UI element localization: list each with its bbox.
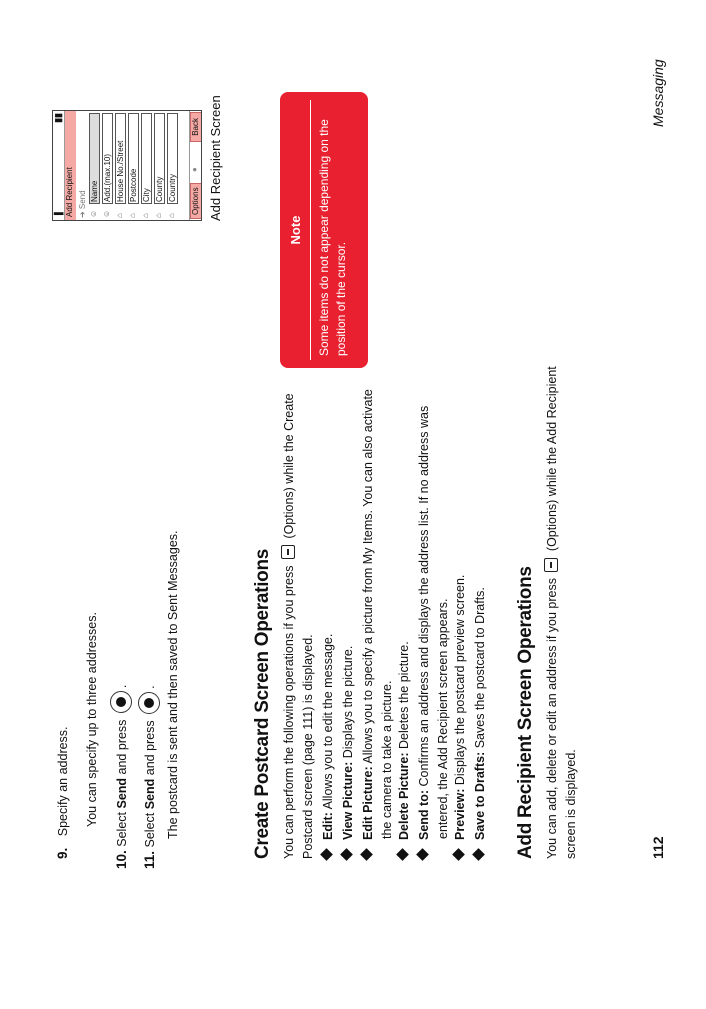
operation-name: Send to: bbox=[417, 790, 431, 840]
step-10: 10. Select Send and press . bbox=[110, 685, 132, 869]
add-intro-line-2: screen is displayed. bbox=[564, 749, 578, 859]
recipient-field[interactable]: Country bbox=[167, 113, 178, 204]
operation-name: Preview: bbox=[453, 788, 467, 840]
bullet-diamond-icon bbox=[452, 848, 465, 861]
status-bar bbox=[53, 111, 65, 220]
recipient-field[interactable]: County bbox=[154, 113, 165, 204]
step-text: Specify an address. bbox=[56, 726, 70, 837]
step-text-bold: Send bbox=[143, 778, 157, 810]
recipient-field-row[interactable] bbox=[89, 113, 99, 218]
operation-description: Confirms an address and displays the address list. If no address was bbox=[417, 405, 431, 790]
step-9 bbox=[55, 726, 71, 859]
person-icon: ☺ bbox=[89, 209, 98, 218]
address-icon: ⌂ bbox=[128, 213, 137, 218]
recipient-field-row[interactable] bbox=[102, 113, 112, 218]
operation-description-continued: the camera to take a picture. bbox=[380, 680, 394, 839]
bullet-diamond-icon bbox=[472, 848, 485, 861]
step-text-pre: Select bbox=[115, 808, 129, 847]
recipient-field-row[interactable] bbox=[167, 113, 177, 218]
signal-icon: ▐ bbox=[54, 212, 63, 218]
operation-item bbox=[340, 646, 356, 859]
step-number: 9. bbox=[55, 847, 70, 859]
note-body: Some items do not appear depending on the position of the cursor. bbox=[317, 119, 348, 356]
person-icon: ☺ bbox=[102, 209, 111, 218]
note-title: Note bbox=[288, 215, 303, 245]
send-row[interactable] bbox=[78, 113, 88, 218]
operation-description: Displays the picture. bbox=[341, 645, 355, 762]
center-key-icon: ● bbox=[190, 167, 199, 172]
operation-item bbox=[320, 634, 336, 859]
operation-item bbox=[416, 406, 432, 859]
options-key-icon bbox=[544, 558, 558, 572]
bullet-diamond-icon bbox=[416, 848, 429, 861]
note-box bbox=[280, 92, 368, 368]
address-icon: ⌂ bbox=[141, 213, 150, 218]
operation-description: Allows you to edit the message. bbox=[321, 633, 335, 813]
step-text-bold: Send bbox=[115, 777, 129, 809]
battery-icon: ▮▮ bbox=[53, 113, 63, 123]
step-text-pre: Select bbox=[143, 809, 157, 848]
center-key-icon bbox=[110, 691, 132, 713]
operation-name: Edit Picture: bbox=[361, 766, 375, 840]
section-heading-create: Create Postcard Screen Operations bbox=[252, 548, 273, 859]
operation-item bbox=[472, 587, 488, 859]
add-intro-line-1: You can add, delete or edit an address if you press (Options) while the Add Recipient bbox=[545, 366, 559, 859]
add-recipient-phone-screen bbox=[52, 110, 202, 221]
step-11-note: The postcard is sent and then saved to Sent Messages. bbox=[166, 530, 180, 839]
operation-description-continued: entered, the Add Recipient screen appears. bbox=[436, 598, 450, 839]
send-label: Send bbox=[78, 190, 87, 210]
recipient-field[interactable]: House No./Street bbox=[115, 113, 126, 204]
operation-name: Delete Picture: bbox=[397, 752, 411, 840]
section-name: Messaging bbox=[650, 59, 666, 127]
create-intro-line-2: Postcard screen (page 111) is displayed. bbox=[301, 634, 315, 859]
step-9-note: You can specify up to three addresses. bbox=[85, 612, 99, 827]
operation-name: View Picture: bbox=[341, 761, 355, 840]
recipient-field[interactable]: Name bbox=[89, 113, 100, 204]
operation-description: Deletes the picture. bbox=[397, 641, 411, 753]
options-key-icon bbox=[281, 545, 295, 559]
recipient-field-row[interactable] bbox=[115, 113, 125, 218]
step-number: 11. bbox=[142, 850, 157, 869]
step-11: 11. Select Send and press . bbox=[138, 685, 160, 869]
softkey-bar bbox=[189, 111, 201, 220]
step-text-post: and press bbox=[115, 716, 129, 778]
address-icon: ⌂ bbox=[115, 213, 124, 218]
operation-description: Saves the postcard to Drafts. bbox=[473, 587, 487, 752]
softkey-back[interactable]: Back bbox=[190, 112, 202, 142]
operation-item bbox=[396, 641, 412, 859]
send-arrow-icon: ➔ bbox=[78, 211, 87, 218]
operation-description: Displays the postcard preview screen. bbox=[453, 574, 467, 789]
bullet-diamond-icon bbox=[396, 848, 409, 861]
operation-name: Save to Drafts: bbox=[473, 751, 487, 840]
phone-title: Add Recipient bbox=[65, 167, 74, 217]
create-intro-line-1: You can perform the following operations if you press (Options) while the Create bbox=[282, 393, 296, 859]
phone-title-bar bbox=[65, 111, 76, 220]
operation-item bbox=[360, 389, 376, 859]
section-heading-add-recipient: Add Recipient Screen Operations bbox=[515, 566, 536, 859]
bullet-diamond-icon bbox=[360, 848, 373, 861]
operation-name: Edit: bbox=[321, 812, 335, 840]
recipient-field[interactable]: Add.(max.10) bbox=[102, 113, 113, 204]
center-key-icon bbox=[138, 692, 160, 714]
recipient-field[interactable]: Postcode bbox=[128, 113, 139, 204]
recipient-field-row[interactable] bbox=[141, 113, 151, 218]
bullet-diamond-icon bbox=[340, 848, 353, 861]
address-icon: ⌂ bbox=[154, 213, 163, 218]
screen-caption: Add Recipient Screen bbox=[208, 95, 223, 221]
bullet-diamond-icon bbox=[320, 848, 333, 861]
recipient-field-row[interactable] bbox=[154, 113, 164, 218]
operation-description: Allows you to specify a picture from My Items. You can also activate bbox=[361, 389, 375, 767]
note-divider bbox=[310, 100, 311, 360]
address-icon: ⌂ bbox=[167, 213, 176, 218]
step-text-post: and press bbox=[143, 716, 157, 779]
recipient-field[interactable]: City bbox=[141, 113, 152, 204]
operation-item bbox=[452, 575, 468, 859]
page-number: 112 bbox=[650, 836, 666, 859]
step-number: 10. bbox=[114, 850, 129, 869]
softkey-options[interactable]: Options bbox=[190, 183, 202, 219]
recipient-field-row[interactable] bbox=[128, 113, 138, 218]
